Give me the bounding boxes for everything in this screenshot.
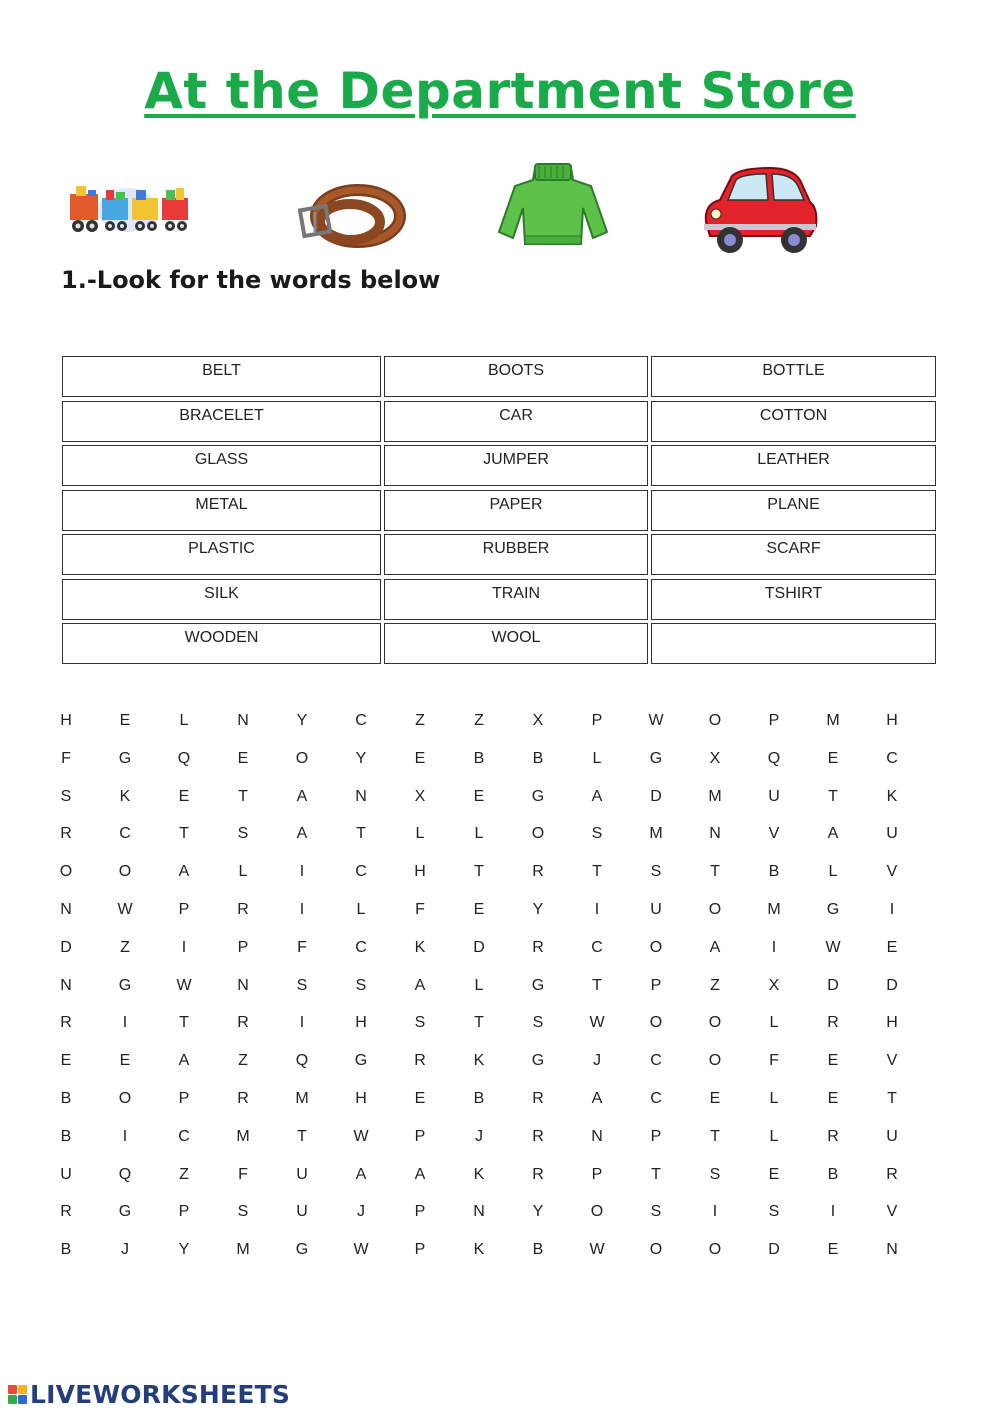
grid-letter[interactable]: R [237,1014,249,1032]
grid-letter[interactable]: O [708,1014,722,1032]
grid-letter[interactable]: W [825,938,841,956]
grid-letter[interactable]: G [531,1052,545,1070]
grid-letter[interactable]: C [591,938,603,956]
grid-letter[interactable]: T [651,1165,661,1183]
grid-letter[interactable]: T [356,825,366,843]
grid-letter[interactable]: P [591,712,603,729]
grid-letter[interactable]: B [473,749,485,767]
grid-letter[interactable]: N [237,712,249,729]
grid-letter[interactable]: C [355,938,367,956]
belt-icon [298,178,408,260]
grid-letter[interactable]: L [474,976,484,994]
grid-letter[interactable]: W [353,1127,369,1145]
grid-letter[interactable]: E [827,1090,839,1107]
grid-letter[interactable]: F [297,938,307,956]
grid-letter[interactable]: C [650,1052,662,1070]
grid-letter[interactable]: B [532,1241,544,1259]
grid-letter[interactable]: D [650,787,662,805]
grid-letter[interactable]: N [591,1127,603,1145]
word-cell: WOOL [384,623,648,664]
grid-letter[interactable]: U [650,901,662,918]
grid-letter[interactable]: B [60,1090,72,1107]
grid-letter[interactable]: V [886,1203,898,1221]
grid-letter[interactable]: H [355,1014,367,1032]
word-cell: TSHIRT [651,579,936,620]
grid-letter[interactable]: A [414,1165,426,1183]
grid-letter[interactable]: G [531,976,545,994]
grid-letter[interactable]: S [296,976,308,994]
grid-letter[interactable]: W [176,976,192,994]
grid-letter[interactable]: E [414,749,426,767]
grid-letter[interactable]: A [355,1165,367,1183]
grid-letter[interactable]: S [650,863,662,881]
grid-letter[interactable]: K [886,787,898,805]
grid-letter[interactable]: R [237,901,249,918]
grid-letter[interactable]: T [179,1014,189,1032]
grid-letter[interactable]: T [297,1127,307,1145]
grid-letter[interactable]: H [886,1014,898,1032]
grid-letter[interactable]: A [178,863,190,881]
grid-letter[interactable]: Y [296,712,308,729]
word-cell [651,623,936,664]
grid-letter[interactable]: Z [415,712,425,729]
grid-letter[interactable]: N [886,1241,898,1259]
grid-letter[interactable]: B [473,1090,485,1107]
grid-letter[interactable]: O [708,712,722,729]
grid-letter[interactable]: E [768,1165,780,1183]
grid-letter[interactable]: M [767,901,781,918]
grid-letter[interactable]: F [238,1165,248,1183]
grid-letter[interactable]: O [649,938,663,956]
grid-letter[interactable]: J [357,1203,365,1221]
word-cell: BELT [62,356,381,397]
word-cell: METAL [62,490,381,531]
word-cell: PLANE [651,490,936,531]
grid-letter[interactable]: S [709,1165,721,1183]
grid-letter[interactable]: O [531,825,545,843]
grid-letter[interactable]: T [179,825,189,843]
grid-letter[interactable]: L [769,1090,779,1107]
grid-letter[interactable]: T [238,787,248,805]
grid-letter[interactable]: T [474,1014,484,1032]
grid-letter[interactable]: O [708,901,722,918]
grid-letter[interactable]: L [474,825,484,843]
grid-letter[interactable]: I [299,863,305,881]
grid-letter[interactable]: N [237,976,249,994]
grid-letter[interactable]: R [60,825,72,843]
grid-letter[interactable]: P [414,1127,426,1145]
grid-letter[interactable]: S [60,787,72,805]
grid-letter[interactable]: A [827,825,839,843]
word-cell: PLASTIC [62,534,381,575]
word-cell: RUBBER [384,534,648,575]
grid-letter[interactable]: N [60,976,72,994]
grid-letter[interactable]: E [886,938,898,956]
grid-letter[interactable]: C [178,1127,190,1145]
grid-letter[interactable]: D [473,938,485,956]
word-cell: SILK [62,579,381,620]
grid-letter[interactable]: L [356,901,366,918]
grid-letter[interactable]: B [768,863,780,881]
footer-logo [8,1380,290,1409]
grid-letter[interactable]: M [236,1127,250,1145]
grid-letter[interactable]: E [178,787,190,805]
grid-letter[interactable]: S [355,976,367,994]
grid-letter[interactable]: S [237,1203,249,1221]
grid-letter[interactable]: S [237,825,249,843]
grid-letter[interactable]: E [473,901,485,918]
grid-letter[interactable]: R [886,1165,898,1183]
grid-letter[interactable]: S [650,1203,662,1221]
grid-letter[interactable]: N [60,901,72,918]
grid-letter[interactable]: J [121,1241,129,1259]
grid-letter[interactable]: Z [474,712,484,729]
grid-letter[interactable]: T [474,863,484,881]
grid-letter[interactable]: J [475,1127,483,1145]
grid-letter[interactable]: I [181,938,187,956]
toy-train-icon [66,180,192,240]
grid-letter[interactable]: O [708,1241,722,1259]
grid-letter[interactable]: V [886,863,898,881]
grid-letter[interactable]: Z [179,1165,189,1183]
grid-letter[interactable]: E [119,1052,131,1070]
grid-letter[interactable]: P [178,1090,190,1107]
grid-letter[interactable]: I [830,1203,836,1221]
grid-letter[interactable]: R [237,1090,249,1107]
grid-letter[interactable]: V [886,1052,898,1070]
grid-letter[interactable]: S [591,825,603,843]
word-cell: COTTON [651,401,936,442]
grid-letter[interactable]: A [414,976,426,994]
grid-letter[interactable]: C [650,1090,662,1107]
grid-letter[interactable]: Z [238,1052,248,1070]
grid-letter[interactable]: T [710,863,720,881]
grid-letter[interactable]: M [708,787,722,805]
grid-letter[interactable]: X [532,712,544,729]
grid-letter[interactable]: F [61,749,71,767]
grid-letter[interactable]: E [237,749,249,767]
instruction-heading: 1.-Look for the words below [61,266,441,294]
grid-letter[interactable]: P [768,712,780,729]
grid-letter[interactable]: A [178,1052,190,1070]
grid-letter[interactable]: E [827,749,839,767]
grid-letter[interactable]: E [473,787,485,805]
grid-letter[interactable]: O [708,1052,722,1070]
grid-letter[interactable]: C [119,825,131,843]
grid-letter[interactable]: R [60,1014,72,1032]
grid-letter[interactable]: Q [767,749,781,767]
grid-letter[interactable]: N [473,1203,485,1221]
word-cell: PAPER [384,490,648,531]
grid-letter[interactable]: A [296,787,308,805]
grid-letter[interactable]: M [295,1090,309,1107]
grid-letter[interactable]: O [118,863,132,881]
car-icon [700,164,820,260]
grid-letter[interactable]: M [649,825,663,843]
grid-letter[interactable]: P [650,976,662,994]
grid-letter[interactable]: R [414,1052,426,1070]
word-cell: GLASS [62,445,381,486]
grid-letter[interactable]: O [590,1203,604,1221]
grid-letter[interactable]: A [709,938,721,956]
grid-letter[interactable]: P [178,1203,190,1221]
grid-letter[interactable]: X [768,976,780,994]
grid-letter[interactable]: K [473,1165,485,1183]
grid-letter[interactable]: Y [532,901,544,918]
grid-letter[interactable]: G [649,749,663,767]
brand-name: LIVEWORKSHEETS [30,1380,291,1409]
grid-letter[interactable]: K [119,787,131,805]
grid-letter[interactable]: R [532,1165,544,1183]
grid-letter[interactable]: H [886,712,898,729]
grid-letter[interactable]: L [415,825,425,843]
grid-letter[interactable]: C [355,712,367,729]
grid-letter[interactable]: Y [532,1203,544,1221]
grid-letter[interactable]: J [593,1052,601,1070]
grid-letter[interactable]: V [768,825,780,843]
grid-letter[interactable]: E [827,1052,839,1070]
word-cell: WOODEN [62,623,381,664]
grid-letter[interactable]: R [60,1203,72,1221]
word-cell: JUMPER [384,445,648,486]
grid-letter[interactable]: P [414,1241,426,1259]
grid-letter[interactable]: L [179,712,189,729]
grid-letter[interactable]: W [589,1014,605,1032]
grid-letter[interactable]: G [118,1203,132,1221]
grid-letter[interactable]: E [414,1090,426,1107]
grid-letter[interactable]: O [295,749,309,767]
worksheet-title: At the Department Store [144,62,856,120]
grid-letter[interactable]: I [771,938,777,956]
word-cell: BOTTLE [651,356,936,397]
grid-letter[interactable]: D [886,976,898,994]
grid-letter[interactable]: I [712,1203,718,1221]
grid-letter[interactable]: Z [120,938,130,956]
grid-letter[interactable]: B [60,1127,72,1145]
grid-letter[interactable]: D [768,1241,780,1259]
grid-letter[interactable]: P [591,1165,603,1183]
grid-letter[interactable]: R [532,938,544,956]
grid-letter[interactable]: P [414,1203,426,1221]
grid-letter[interactable]: T [887,1090,897,1107]
grid-letter[interactable]: O [649,1241,663,1259]
grid-letter[interactable]: H [355,1090,367,1107]
grid-letter[interactable]: K [473,1241,485,1259]
grid-letter[interactable]: E [60,1052,72,1070]
word-cell: CAR [384,401,648,442]
grid-letter[interactable]: L [769,1014,779,1032]
grid-letter[interactable]: G [118,749,132,767]
grid-letter[interactable]: H [60,712,72,729]
word-cell: SCARF [651,534,936,575]
grid-letter[interactable]: E [827,1241,839,1259]
grid-letter[interactable]: W [353,1241,369,1259]
grid-letter[interactable]: F [769,1052,779,1070]
grid-letter[interactable]: O [649,1014,663,1032]
grid-letter[interactable]: Y [178,1241,190,1259]
grid-letter[interactable]: G [354,1052,368,1070]
grid-letter[interactable]: L [238,863,248,881]
grid-letter[interactable]: W [117,901,133,918]
grid-letter[interactable]: R [827,1014,839,1032]
grid-letter[interactable]: C [886,749,898,767]
grid-letter[interactable]: B [60,1241,72,1259]
grid-letter[interactable]: I [594,901,600,918]
grid-letter[interactable]: K [473,1052,485,1070]
grid-letter[interactable]: G [118,976,132,994]
grid-letter[interactable]: I [122,1014,128,1032]
grid-letter[interactable]: B [532,749,544,767]
grid-letter[interactable]: U [886,1127,898,1145]
grid-letter[interactable]: H [414,863,426,881]
grid-letter[interactable]: U [296,1165,308,1183]
grid-letter[interactable]: B [827,1165,839,1183]
grid-letter[interactable]: U [296,1203,308,1221]
grid-letter[interactable]: W [589,1241,605,1259]
grid-letter[interactable]: G [295,1241,309,1259]
grid-letter[interactable]: U [60,1165,72,1183]
grid-letter[interactable]: W [648,712,664,729]
grid-letter[interactable]: O [118,1090,132,1107]
grid-letter[interactable]: L [769,1127,779,1145]
grid-letter[interactable]: N [355,787,367,805]
grid-letter[interactable]: L [592,749,602,767]
grid-letter[interactable]: R [827,1127,839,1145]
liveworksheets-logo-icon [8,1385,27,1404]
grid-letter[interactable]: K [414,938,426,956]
grid-letter[interactable]: I [299,901,305,918]
grid-letter[interactable]: N [709,825,721,843]
word-cell: TRAIN [384,579,648,620]
grid-letter[interactable]: R [532,863,544,881]
grid-letter[interactable]: P [237,938,249,956]
grid-letter[interactable]: S [532,1014,544,1032]
grid-letter[interactable]: G [826,901,840,918]
grid-letter[interactable]: G [531,787,545,805]
word-cell: LEATHER [651,445,936,486]
grid-letter[interactable]: T [592,976,602,994]
grid-letter[interactable]: F [415,901,425,918]
grid-letter[interactable]: S [768,1203,780,1221]
grid-letter[interactable]: A [296,825,308,843]
grid-letter[interactable]: S [414,1014,426,1032]
grid-letter[interactable]: L [828,863,838,881]
grid-letter[interactable]: Q [118,1165,132,1183]
grid-letter[interactable]: C [355,863,367,881]
grid-letter[interactable]: E [119,712,131,729]
grid-letter[interactable]: Q [177,749,191,767]
grid-letter[interactable]: I [889,901,895,918]
grid-letter[interactable]: X [709,749,721,767]
grid-letter[interactable]: R [532,1127,544,1145]
grid-letter[interactable]: D [827,976,839,994]
grid-letter[interactable]: U [768,787,780,805]
grid-letter[interactable]: I [299,1014,305,1032]
jumper-icon [495,162,611,248]
grid-letter[interactable]: R [532,1090,544,1107]
grid-letter[interactable]: I [122,1127,128,1145]
grid-letter[interactable]: T [592,863,602,881]
grid-letter[interactable]: Q [295,1052,309,1070]
grid-letter[interactable]: M [826,712,840,729]
grid-letter[interactable]: D [60,938,72,956]
grid-letter[interactable]: A [591,1090,603,1107]
grid-letter[interactable]: X [414,787,426,805]
word-cell: BOOTS [384,356,648,397]
grid-letter[interactable]: T [710,1127,720,1145]
grid-letter[interactable]: T [828,787,838,805]
word-cell: BRACELET [62,401,381,442]
grid-letter[interactable]: M [236,1241,250,1259]
grid-letter[interactable]: U [886,825,898,843]
grid-letter[interactable]: A [591,787,603,805]
grid-letter[interactable]: E [709,1090,721,1107]
grid-letter[interactable]: Z [710,976,720,994]
grid-letter[interactable]: Y [355,749,367,767]
grid-letter[interactable]: O [59,863,73,881]
grid-letter[interactable]: P [178,901,190,918]
grid-letter[interactable]: P [650,1127,662,1145]
